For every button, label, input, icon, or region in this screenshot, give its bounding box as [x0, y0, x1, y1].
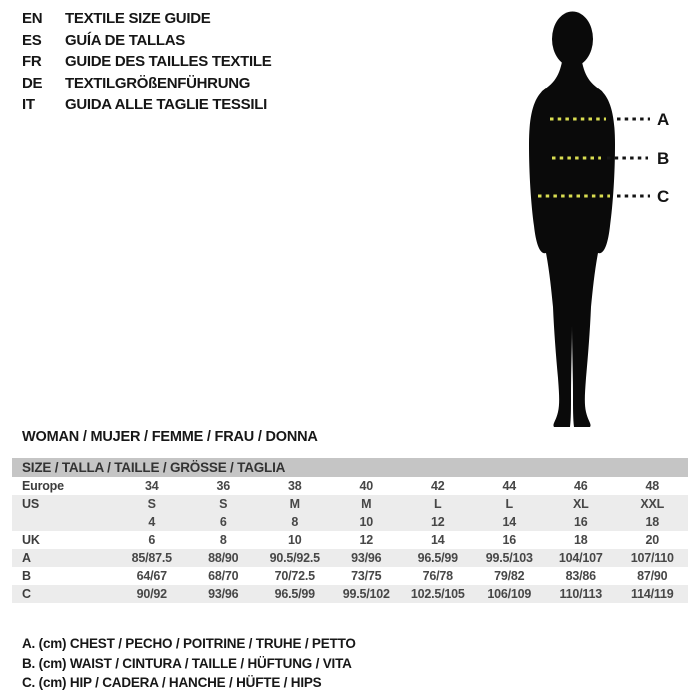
size-cell: 14: [430, 533, 445, 547]
size-cell: 36: [216, 479, 230, 493]
size-table-row: [12, 513, 688, 531]
size-cell: 99.5/102: [331, 585, 403, 603]
row-label: B: [22, 569, 31, 583]
size-cell: 90.5/92.5: [259, 549, 331, 567]
table-title: SIZE / TALLA / TAILLE / GRÖSSE / TAGLIA: [12, 458, 688, 477]
size-cell: 18: [573, 533, 588, 547]
size-cell: L: [474, 495, 546, 513]
language-list: [22, 8, 271, 116]
row-label: A: [12, 549, 116, 567]
size-cell: M: [331, 495, 403, 513]
language-line: [22, 73, 271, 95]
size-cell: S: [116, 495, 188, 513]
size-cell: 104/107: [545, 549, 617, 567]
language-title: GUIDE DES TAILLES TEXTILE: [65, 53, 272, 70]
size-cell: 93/96: [331, 549, 403, 567]
language-line: [22, 30, 271, 52]
size-cell: XL: [545, 495, 617, 513]
legend-line: C. (cm) HIP / CADERA / HANCHE / HÜFTE / HIPS: [22, 675, 322, 690]
size-cell: 68/70: [208, 569, 239, 583]
size-table-row: [12, 585, 688, 603]
size-cell: 14: [474, 513, 546, 531]
size-cell: XXL: [617, 495, 689, 513]
size-cell: 64/67: [136, 569, 167, 583]
language-title: TEXTILGRÖßENFÜHRUNG: [65, 74, 251, 92]
size-cell: 8: [259, 513, 331, 531]
language-line: [22, 94, 271, 116]
size-cell: 70/72.5: [274, 569, 315, 583]
chest-marker-label: A: [657, 110, 670, 129]
size-cell: L: [402, 495, 474, 513]
size-cell: 48: [645, 479, 659, 493]
row-label: C: [12, 585, 116, 603]
size-cell: 10: [287, 533, 302, 547]
language-code: DE: [22, 74, 43, 92]
size-cell: 99.5/103: [474, 549, 546, 567]
waist-marker-label: B: [657, 149, 670, 168]
size-cell: 46: [573, 479, 588, 493]
table-title-row: [12, 458, 688, 477]
woman-silhouette-figure: [460, 0, 700, 440]
section-title: WOMAN / MUJER / FEMME / FRAU / DONNA: [22, 429, 318, 445]
size-cell: 40: [359, 479, 373, 493]
size-table-body: [12, 477, 688, 603]
size-cell: 87/90: [637, 569, 668, 583]
size-cell: 4: [116, 513, 188, 531]
size-cell: 10: [331, 513, 403, 531]
woman-silhouette-svg: [460, 0, 700, 440]
size-table-row: [12, 531, 688, 549]
size-cell: 38: [287, 479, 302, 493]
legend-line: B. (cm) WAIST / CINTURA / TAILLE / HÜFTUNG / VITA: [22, 655, 352, 671]
measure-legend: [22, 634, 356, 693]
language-title: GUIDA ALLE TAGLIE TESSILI: [65, 96, 267, 113]
size-cell: 20: [645, 533, 659, 547]
legend-line: A. (cm) CHEST / PECHO / POITRINE / TRUHE / PETTO: [22, 636, 356, 651]
language-line: [22, 51, 271, 73]
language-title: GUÍA DE TALLAS: [65, 31, 185, 49]
size-cell: 16: [545, 513, 617, 531]
row-label: UK: [22, 533, 40, 547]
size-table-wrap: [12, 458, 688, 603]
size-table-row: [12, 549, 688, 567]
language-code: EN: [22, 10, 43, 27]
size-cell: 93/96: [188, 585, 260, 603]
language-code: ES: [22, 31, 42, 49]
size-cell: 12: [402, 513, 474, 531]
size-cell: 6: [148, 533, 156, 547]
size-cell: 16: [502, 533, 516, 547]
size-cell: 6: [188, 513, 260, 531]
size-table: [12, 458, 688, 603]
size-cell: M: [259, 495, 331, 513]
row-label: [12, 513, 116, 531]
size-cell: 8: [219, 533, 227, 547]
size-table-row: [12, 495, 688, 513]
size-cell: 106/109: [474, 585, 546, 603]
size-cell: 96.5/99: [402, 549, 474, 567]
size-cell: 44: [502, 479, 516, 493]
size-cell: 107/110: [617, 549, 689, 567]
language-code: IT: [22, 96, 35, 113]
row-label: Europe: [22, 479, 64, 493]
size-cell: 110/113: [545, 585, 617, 603]
size-cell: 79/82: [494, 569, 525, 583]
size-cell: 88/90: [188, 549, 260, 567]
size-cell: 85/87.5: [116, 549, 188, 567]
size-cell: 12: [359, 533, 373, 547]
language-code: FR: [22, 53, 42, 70]
language-title: TEXTILE SIZE GUIDE: [65, 10, 211, 27]
size-cell: 90/92: [116, 585, 188, 603]
size-table-row: [12, 477, 688, 495]
size-cell: 34: [144, 479, 159, 493]
size-cell: 18: [617, 513, 689, 531]
size-table-row: [12, 567, 688, 585]
size-cell: 114/119: [617, 585, 689, 603]
size-cell: 73/75: [351, 569, 382, 583]
language-line: [22, 8, 271, 30]
size-cell: 76/78: [422, 569, 453, 583]
row-label: US: [12, 495, 116, 513]
size-cell: 96.5/99: [259, 585, 331, 603]
size-cell: 42: [430, 479, 445, 493]
hip-marker-label: C: [657, 187, 670, 206]
size-cell: S: [188, 495, 260, 513]
size-cell: 102.5/105: [402, 585, 474, 603]
size-cell: 83/86: [565, 569, 596, 583]
